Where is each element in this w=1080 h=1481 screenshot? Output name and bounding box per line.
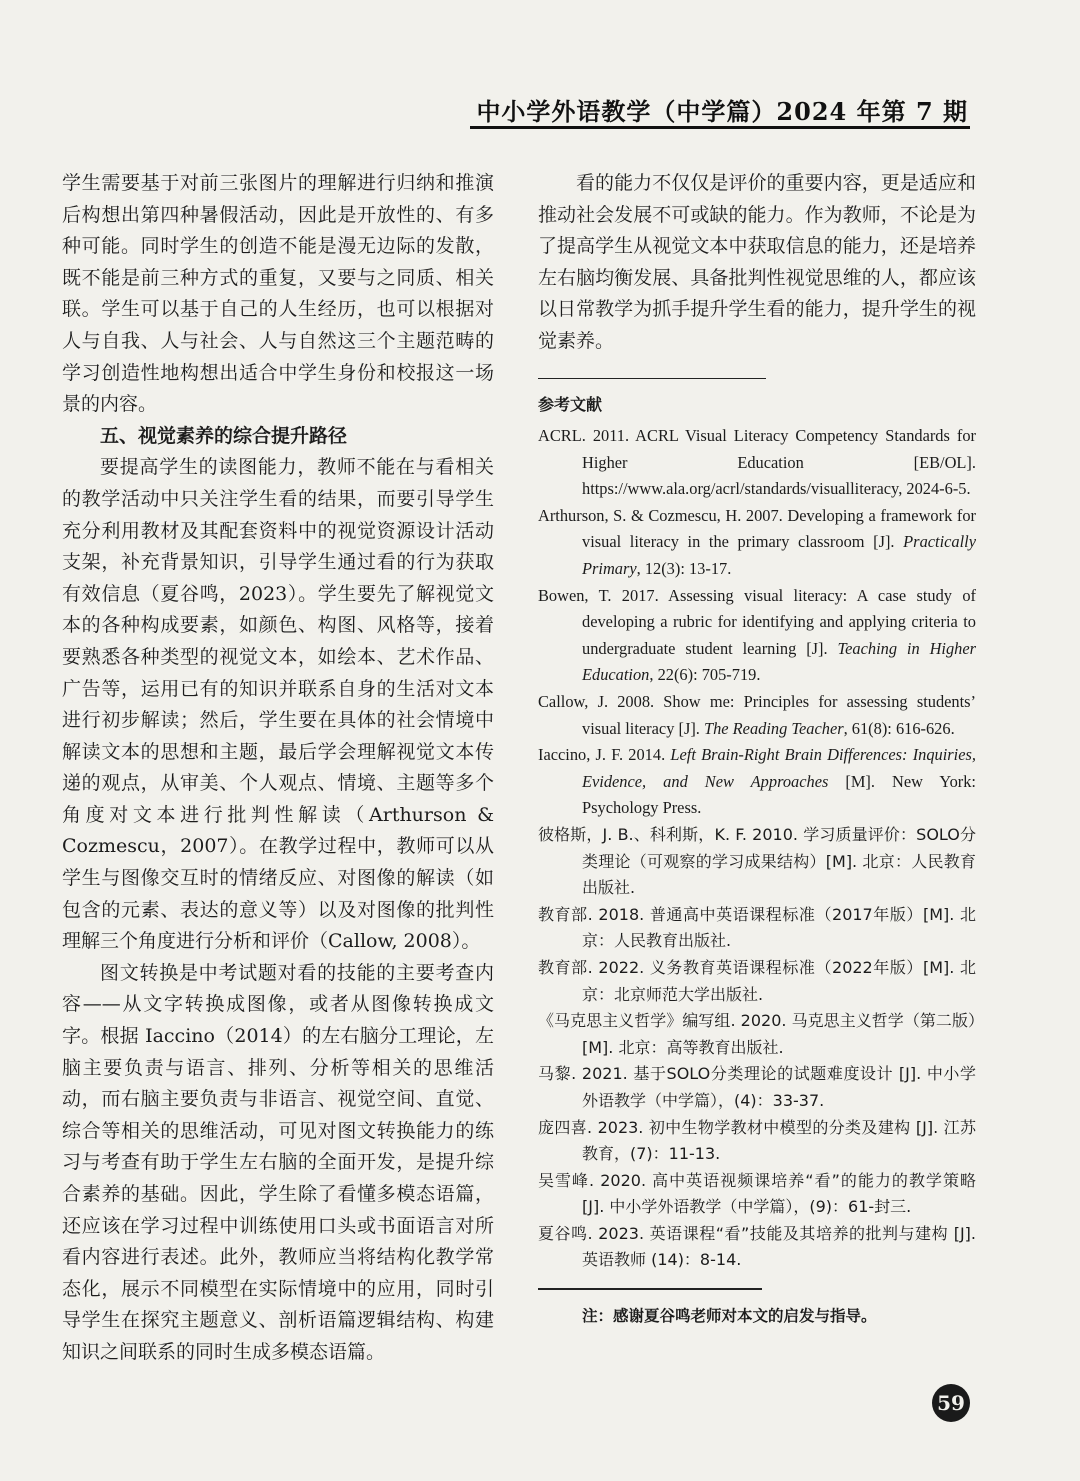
- reference-item: 庞四喜. 2023. 初中生物学教材中模型的分类及建构 [J]. 江苏教育，(7)：11-13.: [538, 1117, 976, 1164]
- reference-item: Callow, J. 2008. Show me: Principles for assessing students’ visual literacy [J]. The Reading Teacher, 61(8): 616-626.: [538, 692, 976, 738]
- reference-item: 教育部. 2022. 义务教育英语课程标准（2022年版）[M]. 北京：北京师范大学出版社.: [538, 957, 976, 1004]
- acknowledgement-note: 注：感谢夏谷鸣老师对本文的启发与指导。: [582, 1305, 877, 1325]
- reference-item: 马黎. 2021. 基于SOLO分类理论的试题难度设计 [J]. 中小学外语教学（中学篇），(4)：33-37.: [538, 1064, 976, 1110]
- reference-item: 教育部. 2018. 普通高中英语课程标准（2017年版）[M]. 北京：人民教育出版社.: [538, 904, 976, 951]
- body-paragraph-3: 图文转换是中考试题对看的技能的主要考查内容——从文字转换成图像，或者从图像转换成文字。根据 Iaccino（2014）的左右脑分工理论，左脑主要负责与语言、排列、分析等相关的思维活动，而右脑主要负责与非语言、视觉空间、直觉、综合等相关的思维活动，可见对图文转换能力的练习与考查有助于学生左右脑的全面开发，是提升综合素养的基础。因此，学生除了看懂多模态语篇，还应该在学习过程中训练使用口头或书面语言对所看内容进行表述。此外，教师应当将结构化教学常态化，展示不同模型在实际情境中的应用，同时引导学生在探究主题意义、剖析语篇逻辑结构、构建知识之间联系的同时生成多模态语篇。: [62, 961, 494, 1363]
- body-paragraph-1: 学生需要基于对前三张图片的理解进行归纳和推演后构想出第四种暑假活动，因此是开放性的、有多种可能。同时学生的创造不能是漫无边际的发散，既不能是前三种方式的重复，又要与之同质、相关联。学生可以基于自己的人生经历，也可以根据对人与自我、人与社会、人与自然这三个主题范畴的学习创造性地构想出适合中学生身份和校报这一场景的内容。: [62, 172, 494, 416]
- section-heading: 五、视觉素养的综合提升路径: [100, 424, 348, 447]
- reference-item: 《马克思主义哲学》编写组. 2020. 马克思主义哲学（第二版）[M]. 北京：高等教育出版社.: [538, 1011, 976, 1057]
- reference-item: 彼格斯，J. B.、科利斯，K. F. 2010. 学习质量评价：SOLO分类理论（可观察的学习成果结构）[M]. 北京：人民教育出版社.: [538, 824, 976, 898]
- running-head: 中小学外语教学（中学篇）2024 年第 7 期: [476, 97, 968, 126]
- reference-item: 吴雪峰. 2020. 高中英语视频课培养“看”的能力的教学策略 [J]. 中小学外语教学（中学篇），(9)：61-封三.: [538, 1170, 976, 1217]
- right-column: [538, 168, 976, 1326]
- reference-item: Arthurson, S. & Cozmescu, H. 2007. Developing a framework for visual literacy in the primary classroom [J]. Practically Primary, 12(3): 13-17.: [538, 505, 976, 579]
- references-heading: 参考文献: [538, 395, 603, 415]
- references-list: [538, 423, 976, 1274]
- page-number: 59: [932, 1384, 970, 1422]
- reference-item: Bowen, T. 2017. Assessing visual literacy: A case study of developing a rubric for identifying and applying criteria to undergraduate student learning [J]. Teaching in Higher Education, 22(6): 705-719.: [538, 585, 977, 685]
- note-rule: [538, 1288, 762, 1290]
- reference-item: ACRL. 2011. ACRL Visual Literacy Competency Standards for Higher Education [EB/OL]. https://www.ala.org/acrl/standards/visualliteracy, 2024-6-5.: [538, 426, 976, 499]
- references-rule: [538, 378, 766, 380]
- closing-paragraph: 看的能力不仅仅是评价的重要内容，更是适应和推动社会发展不可或缺的能力。作为教师，不论是为了提高学生从视觉文本中获取信息的能力，还是培养左右脑均衡发展、具备批判性视觉思维的人，都应该以日常教学为抓手提升学生看的能力，提升学生的视觉素养。: [538, 172, 976, 352]
- body-paragraph-2: 要提高学生的读图能力，教师不能在与看相关的教学活动中只关注学生看的结果，而要引导学生充分利用教材及其配套资料中的视觉资源设计活动支架，补充背景知识，引导学生通过看的行为获取有效信息（夏谷鸣，2023）。学生要先了解视觉文本的各种构成要素，如颜色、构图、风格等，接着要熟悉各种类型的视觉文本，如绘本、艺术作品、广告等，运用已有的知识并联系自身的生活对文本进行初步解读；然后，学生要在具体的社会情境中解读文本的思想和主题，最后学会理解视觉文本传递的观点，从审美、个人观点、情境、主题等多个角度对文本进行批判性解读（Arthurson & Cozmescu，2007）。在教学过程中，教师可以从学生与图像交互时的情绪反应、对图像的解读（如包含的元素、表达的意义等）以及对图像的批判性理解三个角度进行分析和评价（Callow, 2008）。: [62, 456, 494, 953]
- reference-item: Iaccino, J. F. 2014. Left Brain-Right Brain Differences: Inquiries, Evidence, and New Approaches [M]. New York: Psychology Press.: [538, 745, 976, 818]
- header-rule: [470, 126, 970, 129]
- reference-item: 夏谷鸣. 2023. 英语课程“看”技能及其培养的批判与建构 [J]. 英语教师 (14)：8-14.: [538, 1223, 976, 1270]
- left-column: [62, 168, 494, 1369]
